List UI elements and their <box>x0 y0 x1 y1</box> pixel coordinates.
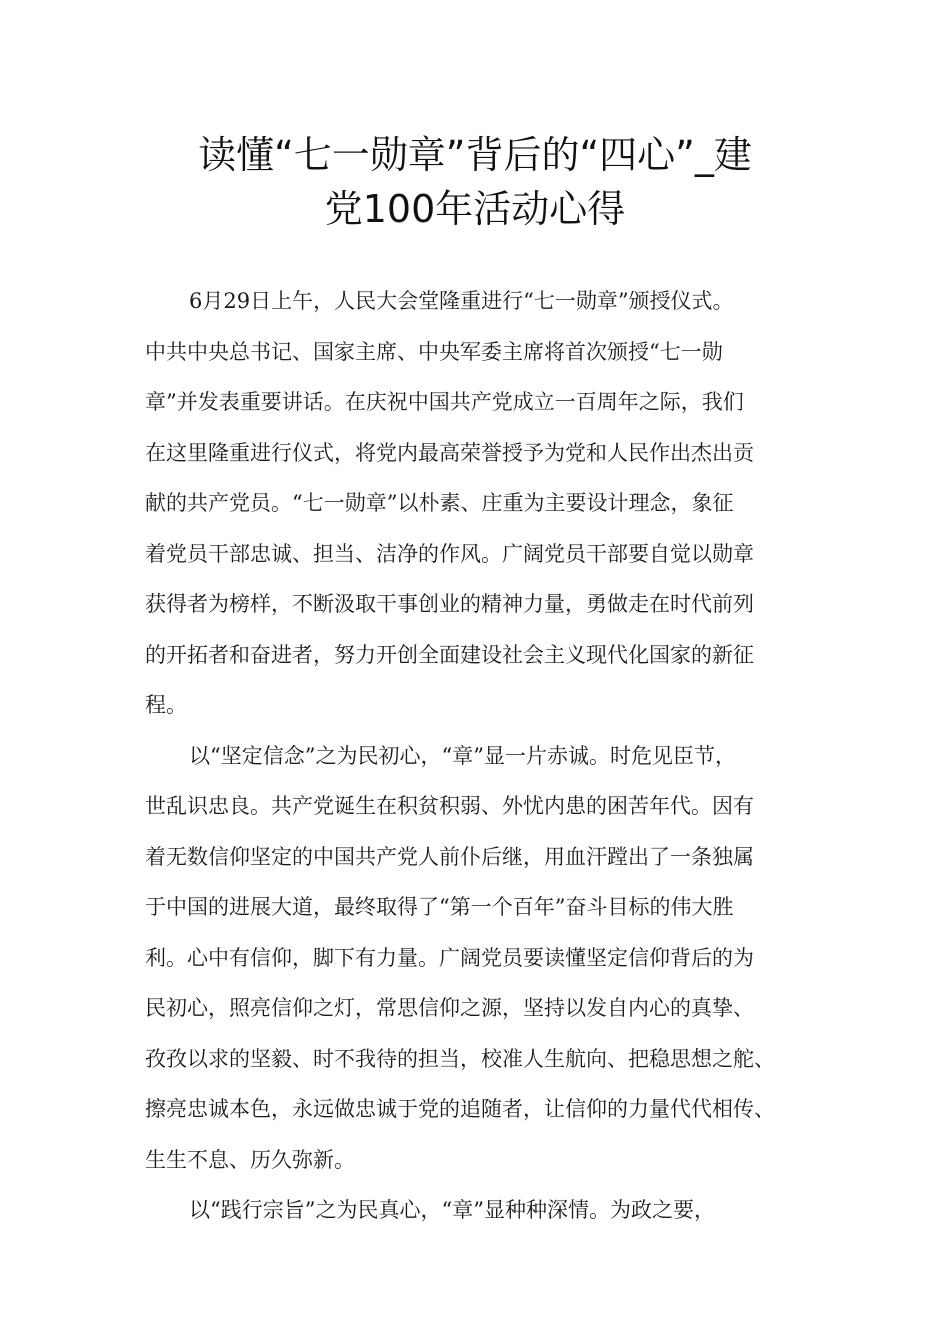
document-body <box>145 276 831 1236</box>
text-line: 章”并发表重要讲话。在庆祝中国共产党成立一百周年之际，我们 <box>145 390 744 414</box>
title-line-1: 读懂“七一勋章”背后的“四心”_建 <box>198 133 752 177</box>
text-line: 于中国的进展大道，最终取得了“第一个百年”奋斗目标的伟大胜 <box>145 895 734 919</box>
text-line: 程。 <box>145 693 187 717</box>
text-line: 民初心，照亮信仰之灯，常思信仰之源，坚持以发自内心的真挚、 <box>145 996 754 1020</box>
text-line: 擦亮忠诚本色，永远做忠诚于党的追随者，让信仰的力量代代相传、 <box>145 1097 775 1121</box>
text-line: 世乱识忠良。共产党诞生在积贫积弱、外忧内患的困苦年代。因有 <box>145 794 754 818</box>
paragraph-2 <box>145 731 831 1186</box>
text-line: 6月29日上午，人民大会堂隆重进行“七一勋章”颁授仪式。 <box>189 289 734 313</box>
paragraph-3 <box>145 1185 831 1236</box>
text-line: 献的共产党员。“七一勋章”以朴素、庄重为主要设计理念，象征 <box>145 491 734 515</box>
document-title <box>120 128 830 236</box>
text-line: 中共中央总书记、国家主席、中央军委主席将首次颁授“七一勋 <box>145 339 723 364</box>
text-line: 获得者为榜样，不断汲取干事创业的精神力量，勇做走在时代前列 <box>145 592 754 616</box>
title-line-2: 党100年活动心得 <box>324 187 626 231</box>
text-line: 生生不息、历久弥新。 <box>145 1147 355 1172</box>
text-line: 以“坚定信念”之为民初心，“章”显一片赤诚。时危见臣节， <box>189 743 736 768</box>
text-line: 着党员干部忠诚、担当、洁净的作风。广阔党员干部要自觉以勋章 <box>145 541 754 566</box>
text-line: 的开拓者和奋进者，努力开创全面建设社会主义现代化国家的新征 <box>145 642 754 667</box>
text-line: 以“践行宗旨”之为民真心，“章”显种种深情。为政之要， <box>189 1198 715 1222</box>
text-line: 在这里隆重进行仪式，将党内最高荣誉授予为党和人民作出杰出贡 <box>145 440 754 465</box>
text-line: 利。心中有信仰，脚下有力量。广阔党员要读懂坚定信仰背后的为 <box>145 945 754 970</box>
paragraph-1 <box>145 276 831 731</box>
text-line: 孜孜以求的坚毅、时不我待的担当，校准人生航向、把稳思想之舵、 <box>145 1046 775 1071</box>
text-line: 着无数信仰坚定的中国共产党人前仆后继，用血汗蹚出了一条独属 <box>145 844 754 869</box>
